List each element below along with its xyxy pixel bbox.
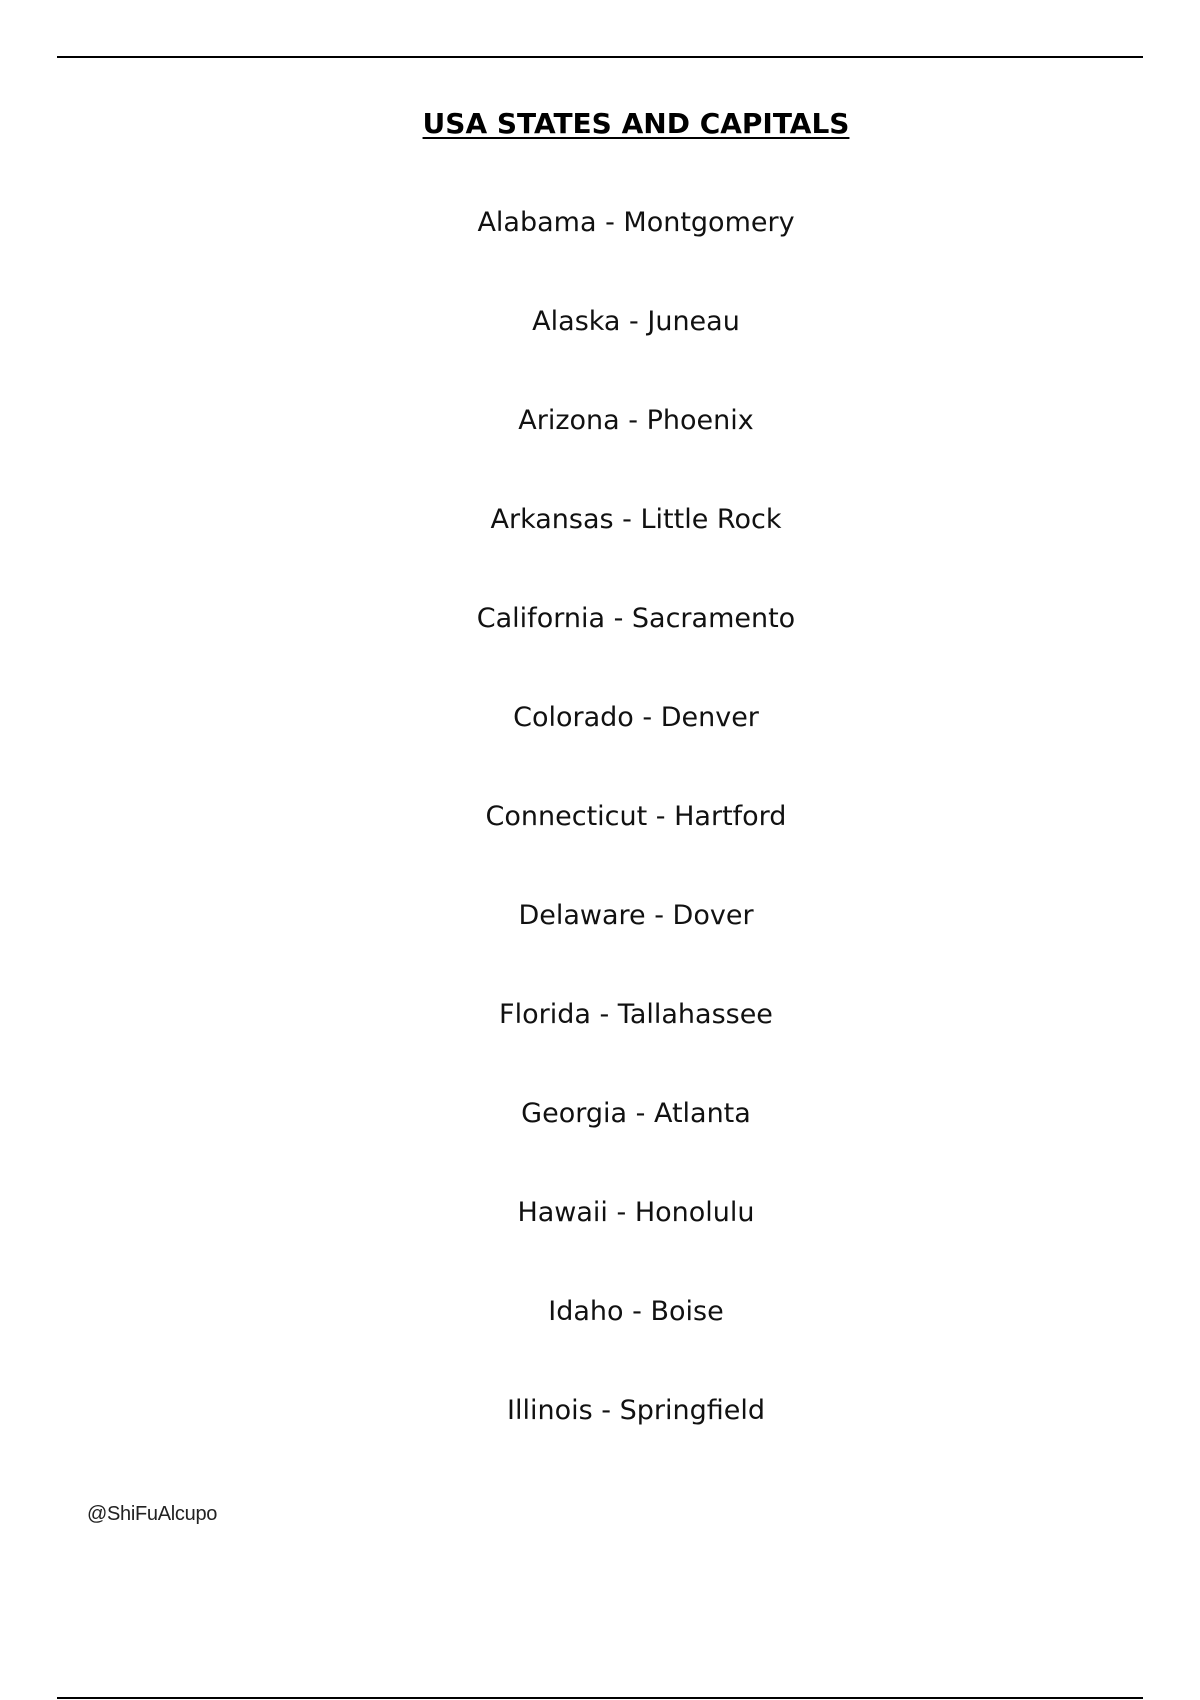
states-capitals-list (0, 200, 1200, 1487)
list-item: Alaska - Juneau (532, 306, 740, 337)
list-item: Alabama - Montgomery (477, 207, 795, 238)
author-watermark: @ShiFuAlcupo (87, 1503, 218, 1525)
list-item: Idaho - Boise (548, 1296, 724, 1327)
list-item: Delaware - Dover (518, 900, 754, 931)
list-item: Arkansas - Little Rock (490, 504, 782, 535)
page-title: USA STATES AND CAPITALS (422, 107, 850, 140)
list-item: California - Sacramento (476, 603, 796, 634)
list-item: Connecticut - Hartford (485, 801, 787, 832)
list-item: Illinois - Springfield (507, 1395, 765, 1426)
bottom-rule (57, 1697, 1143, 1699)
list-item: Hawaii - Honolulu (517, 1197, 755, 1228)
list-item: Florida - Tallahassee (499, 999, 773, 1030)
list-item: Georgia - Atlanta (521, 1098, 751, 1129)
list-item: Arizona - Phoenix (518, 405, 754, 436)
top-rule (57, 56, 1143, 58)
list-item: Colorado - Denver (513, 702, 759, 733)
